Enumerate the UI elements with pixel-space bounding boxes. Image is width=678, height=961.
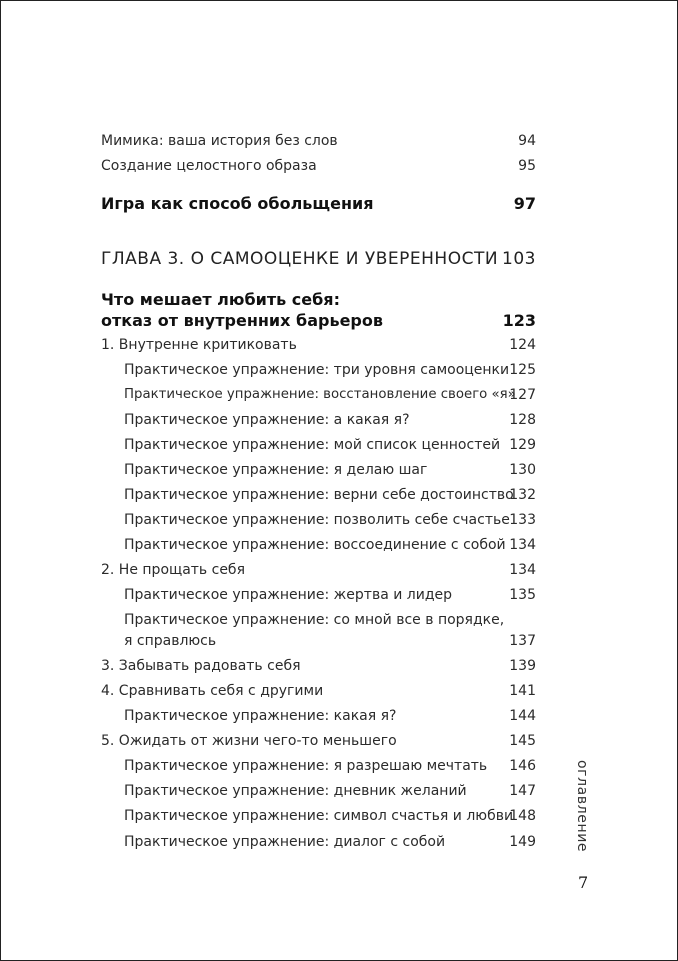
toc-entry-page: 125 <box>509 362 536 378</box>
chapter-title: ГЛАВА 3. О САМООЦЕНКЕ И УВЕРЕННОСТИ <box>101 249 499 269</box>
toc-entry-title: Практическое упражнение: символ счастья и любви <box>124 808 514 824</box>
toc-entry-title: Практическое упражнение: какая я? <box>124 708 397 724</box>
toc-entry-page: 141 <box>509 683 536 699</box>
toc-entry-page: 137 <box>509 633 536 649</box>
toc-entry-title: Практическое упражнение: я разрешаю мечтать <box>124 758 488 774</box>
toc-entry-title: Практическое упражнение: жертва и лидер <box>124 587 453 603</box>
toc-entry-title: Практическое упражнение: три уровня самооценки <box>124 362 510 378</box>
section-title-line2: отказ от внутренних барьеров <box>101 311 383 330</box>
toc-entry-title: Практическое упражнение: я делаю шаг <box>124 462 428 478</box>
toc-entry-title: Практическое упражнение: дневник желаний <box>124 783 467 799</box>
toc-entry-title: Игра как способ обольщения <box>101 194 374 213</box>
toc-entry-title: Мимика: ваша история без слов <box>101 133 338 149</box>
toc-subentry[interactable] <box>124 611 536 654</box>
toc-entry-page: 128 <box>509 412 536 428</box>
section-heading[interactable] <box>101 289 536 331</box>
toc-entry-page: 135 <box>509 587 536 603</box>
toc-entry-title: Практическое упражнение: а какая я? <box>124 412 410 428</box>
toc-entry-title: 3. Забывать радовать себя <box>101 658 301 674</box>
toc-entry-page: 145 <box>509 733 536 749</box>
toc-entry-title: Практическое упражнение: со мной все в порядке, <box>124 612 505 628</box>
toc-entry-title: Практическое упражнение: мой список ценностей <box>124 437 501 453</box>
toc-entry-page: 146 <box>509 758 536 774</box>
toc-entry-page: 127 <box>509 387 536 403</box>
toc-entry-page: 95 <box>518 158 536 174</box>
toc-entry-page: 139 <box>509 658 536 674</box>
toc-entry-title: Практическое упражнение: восстановление своего «я» <box>124 387 516 402</box>
toc-entry-page: 94 <box>518 133 536 149</box>
page-number: 7 <box>578 873 589 892</box>
toc-entry-title: 4. Сравнивать себя с другими <box>101 683 324 699</box>
toc-entry-page: 132 <box>509 487 536 503</box>
toc-entry-page: 130 <box>509 462 536 478</box>
toc-entry-page: 134 <box>509 562 536 578</box>
toc-entry-title: 1. Внутренне критиковать <box>101 337 297 353</box>
toc-entry-title: Практическое упражнение: верни себе достоинство <box>124 487 514 503</box>
toc-entry-page: 97 <box>513 194 536 213</box>
running-section-label-text: оглавление <box>574 760 590 853</box>
toc-entry-page: 124 <box>509 337 536 353</box>
toc-entry-page: 133 <box>509 512 536 528</box>
toc-entry-title: Практическое упражнение: позволить себе счастье <box>124 512 510 528</box>
section-page: 123 <box>502 311 536 330</box>
toc-entry-page: 129 <box>509 437 536 453</box>
toc-entry-title: Создание целостного образа <box>101 158 317 174</box>
toc-entry-page: 149 <box>509 834 536 850</box>
toc-entry-page: 147 <box>509 783 536 799</box>
toc-entry-page: 148 <box>509 808 536 824</box>
toc-entry-title: 2. Не прощать себя <box>101 562 245 578</box>
toc-entry-title: 5. Ожидать от жизни чего-то меньшего <box>101 733 397 749</box>
section-title-line1: Что мешает любить себя: <box>101 290 340 309</box>
toc-entry-page: 134 <box>509 537 536 553</box>
chapter-page: 103 <box>502 249 536 269</box>
toc-entry-title: Практическое упражнение: воссоединение с собой <box>124 537 506 553</box>
toc-entry-title-continued: я справлюсь <box>124 633 217 649</box>
toc-entry-title: Практическое упражнение: диалог с собой <box>124 834 446 850</box>
running-section-label <box>574 760 590 852</box>
toc-entry-page: 144 <box>509 708 536 724</box>
